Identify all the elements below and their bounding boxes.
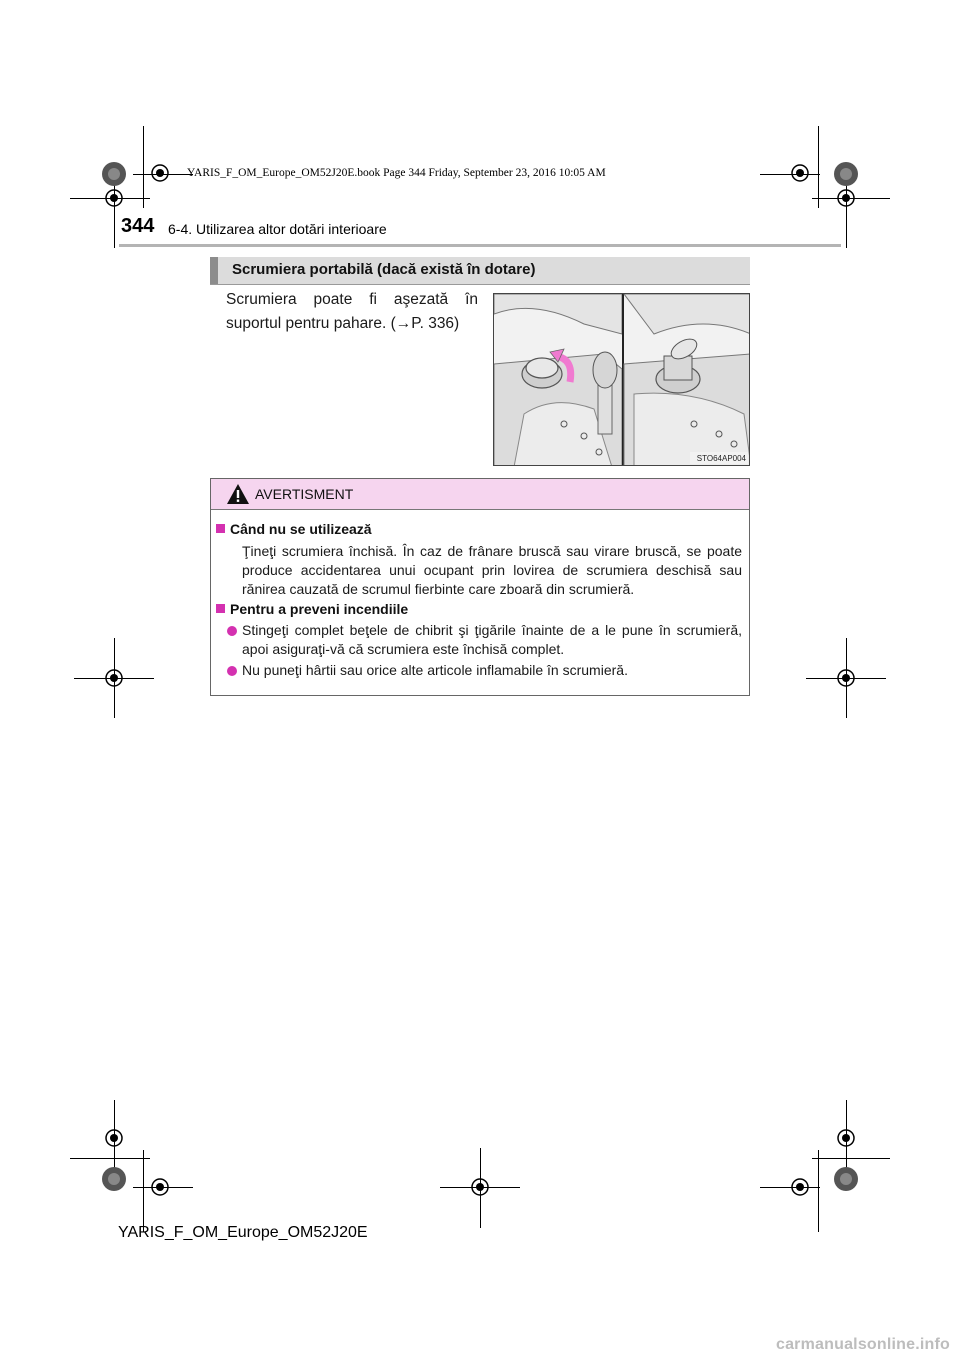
starburst-mark-icon: [101, 1166, 127, 1192]
registration-mark-icon: [835, 667, 857, 689]
registration-mark-icon: [149, 1176, 171, 1198]
ashtray-drawing: [494, 294, 750, 466]
warning-label: AVERTISMENT: [255, 486, 354, 502]
warning-triangle-icon: [226, 483, 250, 505]
registration-mark-icon: [835, 1127, 857, 1149]
starburst-mark-icon: [833, 1166, 859, 1192]
watermark: carmanualsonline.info: [775, 1336, 950, 1353]
section-title: 6-4. Utilizarea altor dotări interioare: [168, 221, 387, 237]
page-number: 344: [121, 215, 155, 237]
body-paragraph: [226, 288, 478, 336]
header-rule: [119, 244, 841, 247]
registration-mark-icon: [103, 1127, 125, 1149]
warning-header: [211, 479, 749, 510]
subsection-underline: [210, 284, 750, 285]
registration-mark-icon: [469, 1176, 491, 1198]
subsection-heading-bar: [210, 257, 750, 284]
warning-item-heading: Pentru a preveni incendiile: [216, 601, 408, 617]
round-bullet-icon: [227, 666, 237, 676]
registration-mark-icon: [789, 162, 811, 184]
body-line-1: Scrumiera poate fi aşezată în: [226, 291, 478, 308]
registration-mark-icon: [103, 187, 125, 209]
warning-box: [210, 478, 750, 696]
body-line-2: suportul pentru pahare. (→P. 336): [226, 315, 460, 332]
round-bullet-icon: [227, 626, 237, 636]
registration-mark-icon: [103, 667, 125, 689]
registration-mark-icon: [835, 187, 857, 209]
registration-mark-icon: [789, 1176, 811, 1198]
warning-bullet-text: Stingeţi complet beţele de chibrit şi ţigările înainte de a le pune în scrumieră, apoi asiguraţi-vă că scrumiera este închisă complet.: [242, 622, 742, 657]
warning-item-heading: Când nu se utilizează: [216, 521, 372, 537]
starburst-mark-icon: [101, 161, 127, 187]
footer-model-code: YARIS_F_OM_Europe_OM52J20E: [118, 1224, 368, 1241]
ashtray-illustration: [493, 293, 750, 466]
illustration-code: STO64AP004: [696, 454, 746, 463]
starburst-mark-icon: [833, 161, 859, 187]
subsection-title: Scrumiera portabilă (dacă există în dotare): [232, 261, 536, 278]
square-bullet-icon: [216, 604, 225, 613]
book-file-header: YARIS_F_OM_Europe_OM52J20E.book Page 344 Friday, September 23, 2016 10:05 AM: [187, 167, 606, 179]
registration-mark-icon: [149, 162, 171, 184]
warning-item-text: Ţineţi scrumiera închisă. În caz de frânare bruscă sau virare bruscă, se poate produce accidentarea unui ocupant prin lovirea de scrumiera deschisă sau rănirea cauzată de scrumul fierbinte care zboară din scrumieră.: [242, 543, 742, 597]
warning-bullet-text: Nu puneţi hârtii sau orice alte articole inflamabile în scrumieră.: [242, 662, 628, 678]
square-bullet-icon: [216, 524, 225, 533]
